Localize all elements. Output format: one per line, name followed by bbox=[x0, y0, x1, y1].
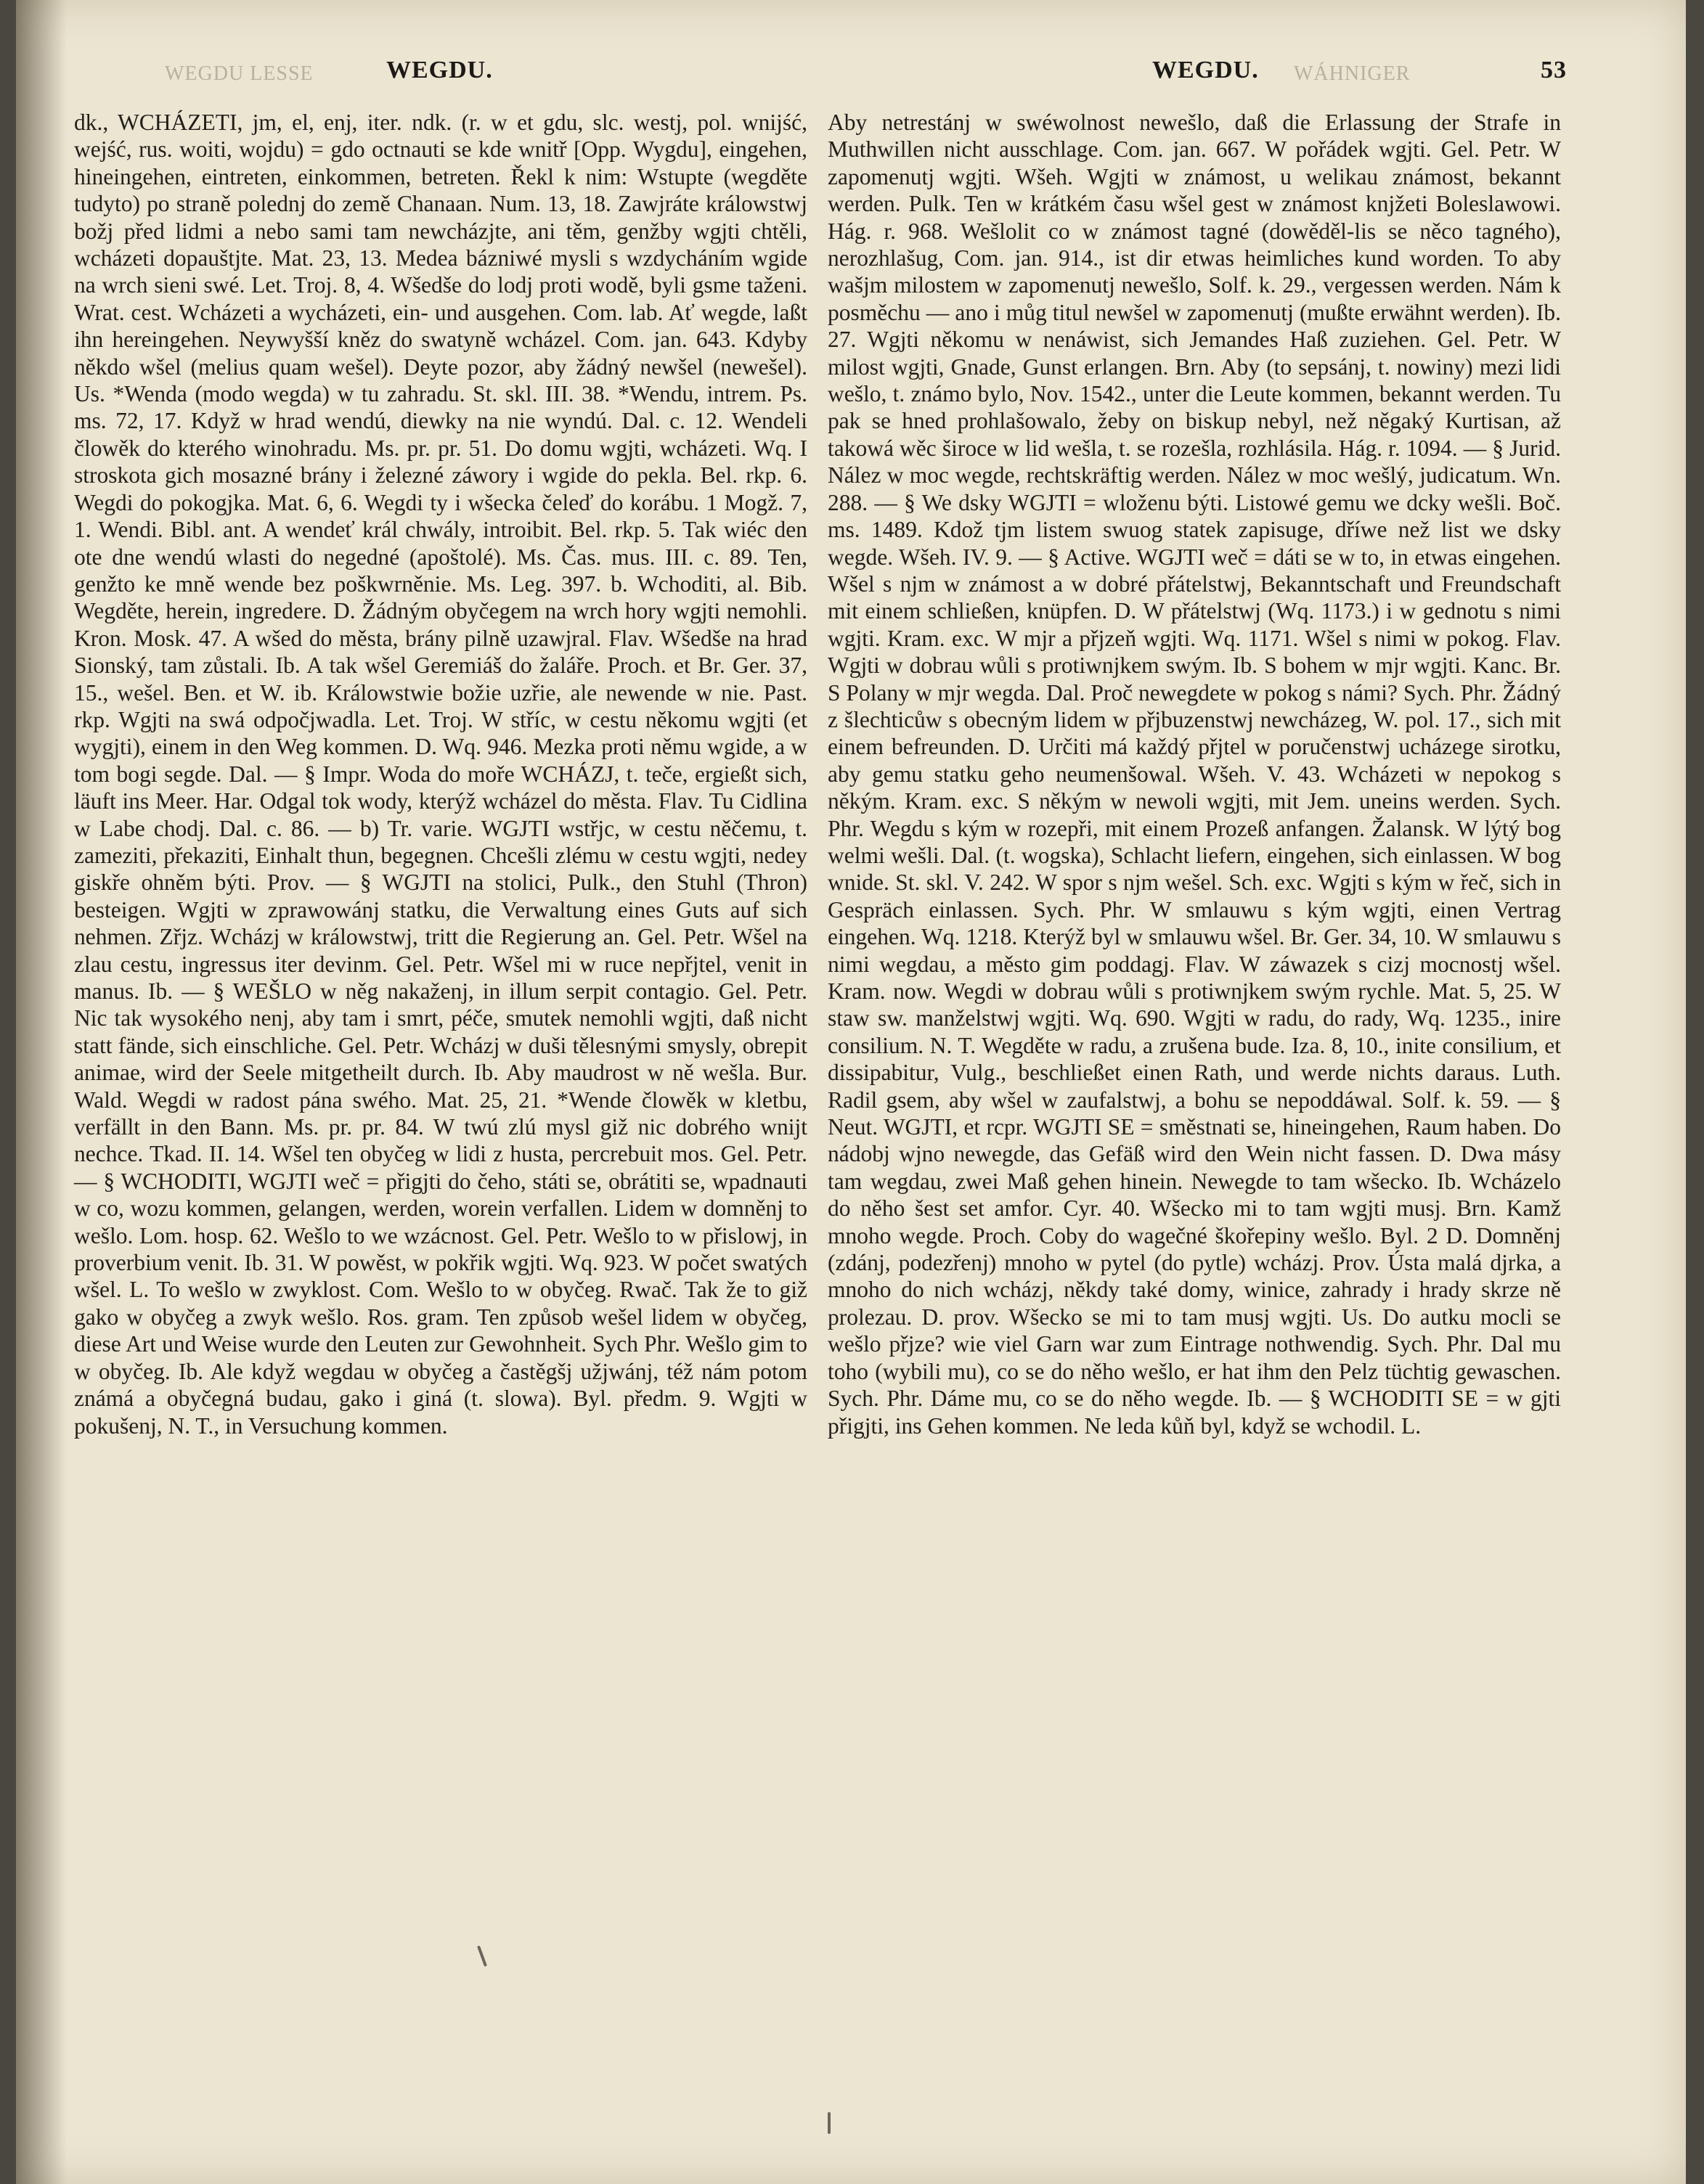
left-column-text: dk., WCHÁZETI, jm, el, enj, iter. ndk. (r. w et gdu, slc. westj, pol. wnijść, wejść, rus. woiti, wojdu) = gdo octnauti se kde wnitř [Opp. Wygdu], eingehen, hineingehen, eintreten, einkommen, betreten. Řekl k nim: Wstupte (wegděte tudyto) po straně polednj do země Chanaan. Num. 13, 18. Zawjráte králowstwj božj před lidmi a nebo sami tam newcházjte, ani těm, genžby wgjti chtěli, wcházeti dopauštjte. Mat. 23, 13. Medea bázniwé mysli s wzdycháním wgide na wrch sieni swé. Let. Troj. 8, 4. Wšedše do lodj proti wodě, byli gsme taženi. Wrat. cest. Wcházeti a wycházeti, ein- und ausgehen. Com. lab. Ať wegde, laßt ihn hereingehen. Neywyšší kněz do swatyně wcházel. Com. jan. 643. Kdyby někdo wšel (melius quam wešel). Deyte pozor, aby žádný newšel (newešel). Us. *Wenda (modo wegda) w tu zahradu. St. skl. III. 38. *Wendu, intrem. Ps. ms. 72, 17. Když w hrad wendú, diewky na nie wyndú. Dal. c. 12. Wendeli člowěk do kterého winohradu. Ms. pr. pr. 51. Do domu wgjti, wcházeti. Wq. I stroskota gich mosazné brány i železné záwory i wgide do pekla. Bel. rkp. 6. Wegdi do pokogjka. Mat. 6, 6. Wegdi ty i wšecka čeleď do korábu. 1 Mogž. 7, 1. Wendi. Bibl. ant. A wendeť král chwály, introibit. Bel. rkp. 5. Tak wiéc den ote dne wendú wlasti do negedné (apoštolé). Ms. Čas. mus. III. c. 89. Ten, genžto ke mně wende bez poškwrněnie. Ms. Leg. 397. b. Wchoditi, al. Bib. Wegděte, herein, ingredere. D. Žádným obyčegem na wrch hory wgjti nemohli. Kron. Mosk. 47. A wšed do města, brány pilně uzawjral. Flav. Wšedše na hrad Sionský, tam zůstali. Ib. A tak wšel Geremiáš do žaláře. Proch. et Br. Ger. 37, 15., wešel. Ben. et W. ib. Králowstwie božie uzřie, ale newende w nie. Past. rkp. Wgjti na swá odpočjwadla. Let. Troj. W stříc, w cestu někomu wgjti (et wygjti), einem in den Weg kommen. D. Wq. 946. Mezka proti němu wgide, a w tom bogi segde. Dal. — § Impr. Woda do moře WCHÁZJ, t. teče, ergießt sich, läuft ins Meer. Har. Odgal tok wody, kterýž wcházel do města. Flav. Tu Cidlina w Labe chodj. Dal. c. 86. — b) Tr. varie. WGJTI wstřjc, w cestu něčemu, t. zameziti, překaziti, Einhalt thun, begegnen. Chcešli zlému w cestu wgjti, nedey giskře ohněm býti. Prov. — § WGJTI na stolici, Pulk., den Stuhl (Thron) besteigen. Wgjti w zprawowánj statku, die Verwaltung eines Guts auf sich nehmen. Zřjz. Wcházj w králowstwj, tritt die Regierung an. Gel. Petr. Wšel na zlau cestu, ingressus iter devinm. Gel. Petr. Wšel mi w ruce nepřjtel, venit in manus. Ib. — § WEŠLO w něg nakaženj, in illum serpit contagio. Gel. Petr. Nic tak wysokého nenj, aby tam i smrt, péče, smutek nemohli wgjti, daß nicht statt fände, sich einschliche. Gel. Petr. Wcházj w duši tělesnými smysly, obrepit animae, wird der Seele mitgetheilt durch. Ib. Aby maudrost w ně wešla. Bur. Wald. Wegdi w radost pána swého. Mat. 25, 21. *Wende člowěk w kletbu, verfällt in den Bann. Ms. pr. pr. 84. W twú zlú mysl giž nic dobrého wnijt nechce. Tkad. II. 14. Wšel ten obyčeg w lidi z husta, percrebuit mos. Gel. Petr. — § WCHODITI, WGJTI weč = přigjti do čeho, státi se, obrátiti se, wpadnauti w co, wozu kommen, gelangen, werden, worein verfallen. Lidem w domněnj to wešlo. Lom. hosp. 62. Wešlo to we wzácnost. Gel. Petr. Wešlo to w přislowj, in proverbium venit. Ib. 31. W powěst, w pokřik wgjti. Wq. 923. W počet swatých wšel. L. To wešlo w zwyklost. Com. Wešlo to w obyčeg. Rwač. Tak že to giž gako w obyčeg a zwyk wešlo. Ros. gram. Ten způsob wešel lidem w obyčeg, diese Art und Weise wurde den Leuten zur Gewohnheit. Sych Phr. Wešlo gim to w obyčeg. Ib. Ale když wegdau w obyčeg a častěgšj užjwánj, též nám potom známá a obyčegná budau, gako i giná (t. slowa). Byl. předm. 9. Wgjti w pokušenj, N. T., in Versuchung kommen. bbox=[74, 110, 807, 1439]
ink-mark bbox=[477, 1945, 487, 1967]
left-text-column bbox=[74, 109, 807, 1439]
running-head-left: WEGDU. bbox=[386, 57, 493, 83]
book-gutter-shadow bbox=[16, 0, 67, 2184]
right-column-text: Aby netrestánj w swéwolnost newešlo, daß die Erlassung der Strafe in Muthwillen nicht ausschlage. Com. jan. 667. W pořádek wgjti. Gel. Petr. W zapomenutj wgjti. Wšeh. Wgjti w známost, u welikau známost, bekannt werden. Pulk. Ten w krátkém času wšel gest w známost knjžeti Boleslawowi. Hág. r. 968. Wešlolit co w známost tagné (dowěděl-lis se něco tagného), nerozhlašug, Com. jan. 914., ist dir etwas heimliches kund worden. To aby wašjm milostem w zapomenutj newešlo, Solf. k. 29., vergessen werden. Nám k posměchu — ano i můg titul newšel w zapomenutj (mußte erwähnt werden). Ib. 27. Wgjti někomu w nenáwist, sich Jemandes Haß zuziehen. Gel. Petr. W milost wgjti, Gnade, Gunst erlangen. Brn. Aby (to sepsánj, t. nowiny) mezi lidi wešlo, t. známo bylo, Nov. 1542., unter die Leute kommen, bekannt werden. Tu pak se hned prohlašowalo, žeby on biskup nebyl, než něgaký Kurtisan, až takowá wěc široce w lid wešla, t. se rozešla, rozhlásila. Hág. r. 1094. — § Jurid. Nález w moc wegde, rechtskräftig werden. Nález w moc wešlý, judicatum. Wn. 288. — § We dsky WGJTI = wloženu býti. Listowé gemu we dcky wešli. Boč. ms. 1489. Kdož tjm listem swuog statek zapisuge, dříwe než list we dsky wegde. Wšeh. IV. 9. — § Active. WGJTI weč = dáti se w to, in etwas eingehen. Wšel s njm w známost a w dobré přátelstwj, Bekanntschaft und Freundschaft mit einem schließen, knüpfen. D. W přátelstwj (Wq. 1173.) i w gednotu s nimi wgjti. Kram. exc. W mjr a přjzeň wgjti. Wq. 1171. Wšel s nimi w pokog. Flav. Wgjti w dobrau wůli s protiwnjkem swým. Ib. S bohem w mjr wgjti. Kanc. Br. S Polany w mjr wegda. Dal. Proč newegdete w pokog s námi? Sych. Phr. Žádný z šlechticůw s obecným lidem w přjbuzenstwj newcházeg, W. pol. 17., sich mit einem befreunden. D. Určiti má každý přjtel w poručenstwj ucházege sirotku, aby gemu statku geho neumenšowal. Wšeh. V. 43. Wcházeti w nepokog s někým. Kram. exc. S někým w newoli wgjti, mit Jem. uneins werden. Sych. Phr. Wegdu s kým w rozepři, mit einem Prozeß anfangen. Žalansk. W lýtý bog welmi wešli. Dal. (t. wogska), Schlacht liefern, eingehen, sich einlassen. W bog wnide. St. skl. V. 242. W spor s njm wešel. Sch. exc. Wgjti s kým w řeč, sich in Gespräch einlassen. Sych. Phr. W smlauwu s kým wgjti, einen Vertrag eingehen. Wq. 1218. Kterýž byl w smlauwu wšel. Br. Ger. 34, 10. W smlauwu s nimi wegdau, a město gim poddagj. Flav. W záwazek s cizj mocnostj wšel. Kram. now. Wegdi w dobrau wůli s protiwnjkem swým rychle. Mat. 5, 25. W staw sw. manželstwj wgjti. Wq. 690. Wgjti w radu, do rady, Wq. 1235., inire consilium. N. T. Wegděte w radu, a zrušena bude. Iza. 8, 10., inite consilium, et dissipabitur, Vulg., beschließet einen Rath, und werde nichts daraus. Luth. Radil gsem, aby wšel w zaufalstwj, a bohu se nepoddáwal. Solf. k. 59. — § Neut. WGJTI, et rcpr. WGJTI SE = směstnati se, hineingehen, Raum haben. Do nádobj wjno newegde, das Gefäß wird den Wein nicht fassen. D. Dwa másy tam wegdau, zwei Maß gehen hinein. Newegde to tam wšecko. Ib. Wcházelo do něho šest set amfor. Cyr. 40. Wšecko mi to tam wgjti musj. Brn. Kamž mnoho wegde. Proch. Coby do wagečné škořepiny wešlo. Byl. 2 D. Domněnj (zdánj, podezřenj) mnoho w pytel (do pytle) wcházj. Prov. Ústa malá djrka, a mnoho do nich wcházj, někdy také domy, winice, zahrady i hrady skrze ně prolezau. D. prov. Wšecko se mi to tam musj wgjti. Us. Do autku mocli se wešlo přjze? wie viel Garn war zum Eintrage nothwendig. Sych. Phr. Dal mu toho (wybili mu), co se do něho wešlo, er hat ihm den Pelz tüchtig gewaschen. Sych. Phr. Dáme mu, co se do něho wegde. Ib. — § WCHODITI SE = w gjti přigjti, ins Gehen kommen. Ne leda kůň byl, když se wchodil. L. bbox=[828, 110, 1561, 1439]
running-head-center: WEGDU. bbox=[1152, 57, 1259, 83]
ink-mark bbox=[828, 2112, 831, 2134]
bleedthrough-text-right: WÁHNIGER bbox=[1294, 62, 1411, 85]
right-text-column bbox=[828, 109, 1561, 1439]
dictionary-page bbox=[16, 0, 1686, 2184]
page-number: 53 bbox=[1541, 57, 1567, 83]
bleedthrough-text-left: WEGDU LESSE bbox=[165, 62, 314, 85]
